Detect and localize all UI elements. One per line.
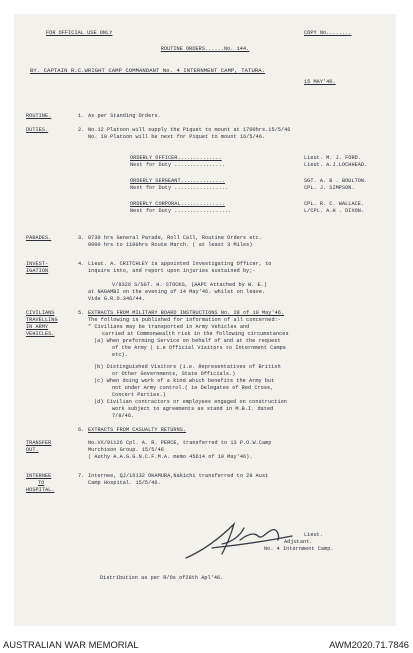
civilians-line: (c) When doing work of a kind which benefits the Army but [94,378,275,384]
civilians-line: (b) Distinguished Visitors (i.e. Representatives of British [94,364,281,370]
internee-line: Internee, QJ/16132 OKAMURA,Nakichi transferred to 28 Aust [88,473,269,479]
parades-line: 0730 hrs General Parade, Roll Call, Routine Orders etc. [88,235,262,241]
investigation-line: at NAGAMBI on the evening of 14 May'46. whilst on leave. [88,289,266,295]
distribution-note: Distribution as per R/Os of28th Apl'46. [100,575,224,581]
civilians-heading: EXTRACTS FROM MILITARY BOARD INSTRUCTIONS No. 28 of 10 May'46. [88,310,285,316]
routine-num: 1. [78,113,85,119]
transfer-line: No.VX/91126 Cpl. A. R. PERCE, transferred to 13 P.O.W.Camp [88,440,272,446]
copy-number: COPY No........ [304,30,352,36]
next-duty-label: Next for Duty .................. [130,208,232,214]
internee-label: HOSPITAL. [26,487,55,493]
duties-line: No.12 Platoon will supply the Piquet to mount at 1700hrs.15/5/46 [88,127,291,133]
orderly-corporal-name: CPL. R. C. WALLACE. [304,201,365,207]
civilians-line: or Other Governments, State Officials.) [112,371,236,377]
civilians-line: (a) When preforming Service on behalf of and at the request [94,338,281,344]
civilians-line: 7/8/46. [112,413,135,419]
internee-label: INTERNEE [26,473,52,479]
next-duty-name: CPL. J. SIMPSON. [304,185,355,191]
civilians-line: work subject to agreements as stand in M.B.I. dated [112,406,274,412]
civilians-line: (d) Civilian contractors or employees engaged on construction [94,399,287,405]
parades-label: PARADES. [26,235,52,241]
footer-accession-number: AWM2020.71.7846 [329,639,409,650]
parades-line: 0900 hrs to 1100hrs Route March. ( at least 3 Miles) [88,242,253,248]
by-line: BY. CAPTAIN R.C.WRIGHT CAMP COMMANDANT No. 4 INTERNMENT CAMP, TATURA. [30,67,266,74]
next-duty-name: Lieut. A.J.LOCHHEAD. [304,162,368,168]
investigation-line: Vide G.R.O.346/44. [88,296,145,302]
investigation-label: INVEST- [26,261,49,267]
routine-text: As per Standing Orders. [88,113,161,119]
signature-rank: Lieut. [304,532,323,538]
duties-num: 2. [78,127,85,133]
signature-role: Adjutant. [284,539,313,545]
order-date: 15 MAY'46. [304,79,336,85]
orderly-corporal-label: ORDERLY CORPORAL.............. [130,201,225,207]
next-duty-name: L/CPL. A.H . DIXON. [304,208,365,214]
next-duty-label: Next for Duty ................ [130,162,225,168]
casualty-heading: EXTRACTS FROM CASUALTY RETURNS. [88,427,187,433]
civilians-line: not under Army control.( ie Delegates of Red Cross, [112,385,274,391]
duties-line: No. 10 Platoon will be next for Piquet to mount 16/5/46. [88,134,266,140]
casualty-num: 6. [78,427,85,433]
routine-label: ROUTINE. [26,113,52,119]
transfer-label: OUT. [26,447,39,453]
civilians-line: " Civilians may be transported in Army Vehicles and [88,324,250,330]
civilians-label: TRAVELLING [26,317,58,323]
orderly-sergeant-label: ORDERLY SERGEANT.............. [130,178,225,184]
investigation-label: IGATION [26,268,49,274]
investigation-num: 4. [78,261,85,267]
document-sheet [14,14,396,626]
transfer-line: Murchison Group. 15/5/46 [88,447,164,453]
orderly-sergeant-name: SGT. A. B . BOULTON. [304,178,368,184]
footer-institution: AUSTRALIAN WAR MEMORIAL [3,639,139,650]
investigation-line: inquire into, and report upon injuries sustained by;- [88,268,256,274]
internee-line: Camp Hospital. 15/5/46. [88,480,161,486]
civilians-line: etc). [112,352,128,358]
archive-footer [0,636,413,653]
civilians-label: VEHICLES. [26,331,55,337]
civilians-num: 5. [78,310,85,316]
investigation-line: Lieut. A. CRITCHLEY is appointed Investigating Officer, to [88,261,272,267]
internee-num: 7. [78,473,85,479]
signature-unit: No. 4 Internment Camp. [264,546,334,552]
parades-num: 3. [78,235,85,241]
for-official-use: FOR OFFICIAL USE ONLY [46,30,113,36]
civilians-line: The following is published for information of all concerned:- [88,317,281,323]
next-duty-label: Next for Duty ................. [130,185,229,191]
civilians-label: CIVILIANS [26,310,55,316]
investigation-line: V/8326 S/SGT. H. STOCKS, (AAPC Attached by W. E.) [112,282,267,288]
transfer-label: TRANSFER [26,440,52,446]
orderly-officer-name: Lieut. M. J. FORD. [304,155,361,161]
civilians-line: carried at Commonwealth risk in the following circumstances [102,331,289,337]
orderly-officer-label: ORDERLY OFFICER.............. [130,155,222,161]
duties-label: DUTIES. [26,127,49,133]
internee-label: TO [38,480,45,486]
civilians-line: Concert Parties.) [112,392,166,398]
civilians-line: of the Army ( i.e Official Visitors to Internment Camps [112,345,286,351]
transfer-line: ( Authy A.A.G.G.N.C.F.M.A. memo 45614 of 10 May'46). [88,454,253,460]
routine-orders-title: ROUTINE ORDERS......No. 144. [160,46,250,52]
civilians-label: IN ARMY [26,324,49,330]
